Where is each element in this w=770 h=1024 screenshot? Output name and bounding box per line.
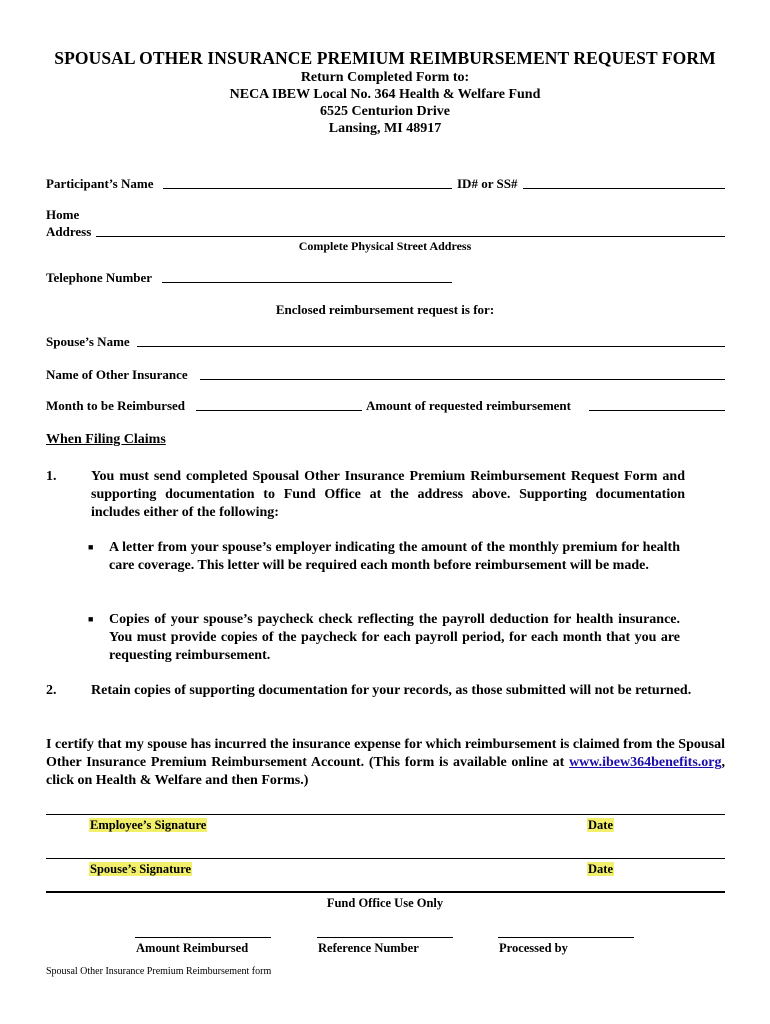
reference-number-label: Reference Number (318, 941, 419, 955)
employee-signature-label (89, 818, 207, 833)
telephone-field[interactable] (162, 282, 452, 283)
month-field[interactable] (196, 410, 362, 411)
address-hint: Complete Physical Street Address (298, 239, 472, 253)
office-divider (46, 891, 725, 893)
month-label: Month to be Reimbursed (46, 398, 186, 413)
bullet-1-text: A letter from your spouse’s employer indicating the amount of the monthly premium for health care coverage. This letter will be required each month before reimbursement will be made. (109, 540, 680, 573)
org-city: Lansing, MI 48917 (328, 121, 442, 136)
date-1-label (587, 818, 614, 833)
office-heading: Fund Office Use Only (326, 896, 444, 910)
org-name: NECA IBEW Local No. 364 Health & Welfare Fund (229, 87, 541, 102)
processed-by-line[interactable] (498, 937, 634, 938)
benefits-link[interactable]: www.ibew364benefits.org (569, 755, 722, 770)
participant-name-field[interactable] (163, 188, 452, 189)
certify-main: I certify that my spouse has incurred the insurance expense for which reimbursement is claimed from the Spousal Other Insurance Premium Reimbursement Account. (This form is available online at (46, 737, 725, 770)
amount-reimbursed-label: Amount Reimbursed (136, 941, 249, 955)
return-to-label: Return Completed Form to: (300, 70, 470, 85)
item-1-number: 1. (46, 469, 57, 484)
bullet-1-icon: ■ (88, 542, 94, 552)
spouse-name-label: Spouse’s Name (46, 334, 130, 349)
org-street: 6525 Centurion Drive (320, 104, 450, 119)
address-label: Address (46, 224, 92, 239)
reference-number-line[interactable] (317, 937, 453, 938)
id-ss-label: ID# or SS# (457, 176, 518, 191)
amount-label: Amount of requested reimbursement (366, 398, 571, 413)
participant-name-label: Participant’s Name (46, 176, 154, 191)
amount-field[interactable] (589, 410, 725, 411)
processed-by-label: Processed by (499, 941, 568, 955)
other-insurance-field[interactable] (200, 379, 725, 380)
date-2-label (587, 862, 614, 877)
form-title: SPOUSAL OTHER INSURANCE PREMIUM REIMBURSEMENT REQUEST FORM (54, 48, 716, 68)
bullet-2-text: Copies of your spouse’s paycheck check reflecting the payroll deduction for health insurance. You must provide copies of the paycheck for each payroll period, for each month that you are requesting reimbursement. (109, 612, 680, 663)
item-2-text: Retain copies of supporting documentation for your records, as those submitted will not be returned. (91, 683, 692, 698)
employee-signature-text: Employee’s Signature (90, 818, 207, 832)
spouse-signature-label (89, 862, 192, 877)
spouse-signature-line[interactable] (46, 858, 725, 859)
other-insurance-label: Name of Other Insurance (46, 367, 188, 382)
certify-text (46, 736, 725, 790)
telephone-label: Telephone Number (46, 270, 153, 285)
spouse-signature-text: Spouse’s Signature (90, 862, 192, 876)
item-2-number: 2. (46, 683, 57, 698)
amount-reimbursed-line[interactable] (135, 937, 271, 938)
employee-signature-line[interactable] (46, 814, 725, 815)
footer-text: Spousal Other Insurance Premium Reimbursement form (46, 966, 272, 977)
home-label: Home (46, 207, 80, 222)
id-ss-field[interactable] (523, 188, 725, 189)
date-2-text: Date (588, 862, 613, 876)
date-1-text: Date (588, 818, 613, 832)
item-1-text: You must send completed Spousal Other Insurance Premium Reimbursement Request Form and supporting documentation to Fund Office at the address above. Supporting documentation includes either of the following: (91, 469, 685, 520)
certify-after-link: , click on Health & Welfare and then Forms.) (46, 755, 725, 788)
address-field[interactable] (96, 236, 725, 237)
enclosed-label: Enclosed reimbursement request is for: (275, 302, 495, 317)
claims-heading: When Filing Claims (46, 432, 166, 447)
bullet-2-icon: ■ (88, 614, 94, 624)
spouse-name-field[interactable] (137, 346, 725, 347)
